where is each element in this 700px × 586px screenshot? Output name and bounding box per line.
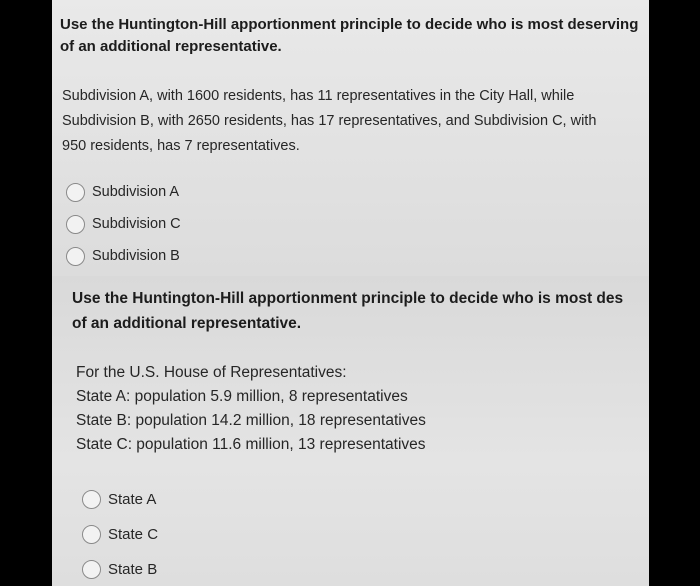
- question-1-body-line: Subdivision A, with 1600 residents, has 11 representatives in the City Hall, while: [62, 88, 575, 104]
- option-label: Subdivision B: [92, 248, 180, 264]
- radio-button[interactable]: [82, 560, 101, 579]
- question-1-body-line: 950 residents, has 7 representatives.: [62, 138, 300, 154]
- option-state-a[interactable]: [82, 482, 158, 517]
- option-label: Subdivision C: [92, 216, 181, 232]
- radio-button[interactable]: [66, 247, 85, 266]
- question-2-options: [82, 482, 158, 586]
- question-1-title: [60, 14, 638, 58]
- option-label: State A: [108, 491, 157, 508]
- question-2-panel: [52, 276, 649, 586]
- option-label: State C: [108, 526, 159, 543]
- option-state-c[interactable]: [82, 517, 158, 552]
- radio-button[interactable]: [66, 183, 85, 202]
- question-1-title-line: of an additional representative.: [60, 38, 282, 55]
- question-1-options: [66, 176, 181, 272]
- option-subdivision-c[interactable]: [66, 208, 181, 240]
- option-subdivision-b[interactable]: [66, 240, 181, 272]
- radio-button[interactable]: [66, 215, 85, 234]
- question-2-title-line: of an additional representative.: [72, 315, 302, 332]
- question-1-body: [62, 84, 596, 159]
- option-state-b[interactable]: [82, 552, 158, 586]
- option-subdivision-a[interactable]: [66, 176, 181, 208]
- question-1-panel: [52, 0, 649, 276]
- option-label: Subdivision A: [92, 184, 180, 200]
- radio-button[interactable]: [82, 525, 101, 544]
- question-2-body: [76, 361, 426, 457]
- question-1-body-line: Subdivision B, with 2650 residents, has 17 representatives, and Subdivision C, with: [62, 113, 597, 129]
- question-2-body-line: State C: population 11.6 million, 13 representatives: [76, 436, 426, 453]
- question-2-body-line: For the U.S. House of Representatives:: [76, 364, 347, 381]
- radio-button[interactable]: [82, 490, 101, 509]
- question-2-body-line: State A: population 5.9 million, 8 representatives: [76, 388, 408, 405]
- question-2-title: [72, 286, 623, 336]
- question-1-title-line: Use the Huntington-Hill apportionment principle to decide who is most deserving: [60, 16, 639, 33]
- option-label: State B: [108, 561, 158, 578]
- question-2-title-line: Use the Huntington-Hill apportionment principle to decide who is most des: [72, 290, 624, 307]
- question-2-body-line: State B: population 14.2 million, 18 representatives: [76, 412, 426, 429]
